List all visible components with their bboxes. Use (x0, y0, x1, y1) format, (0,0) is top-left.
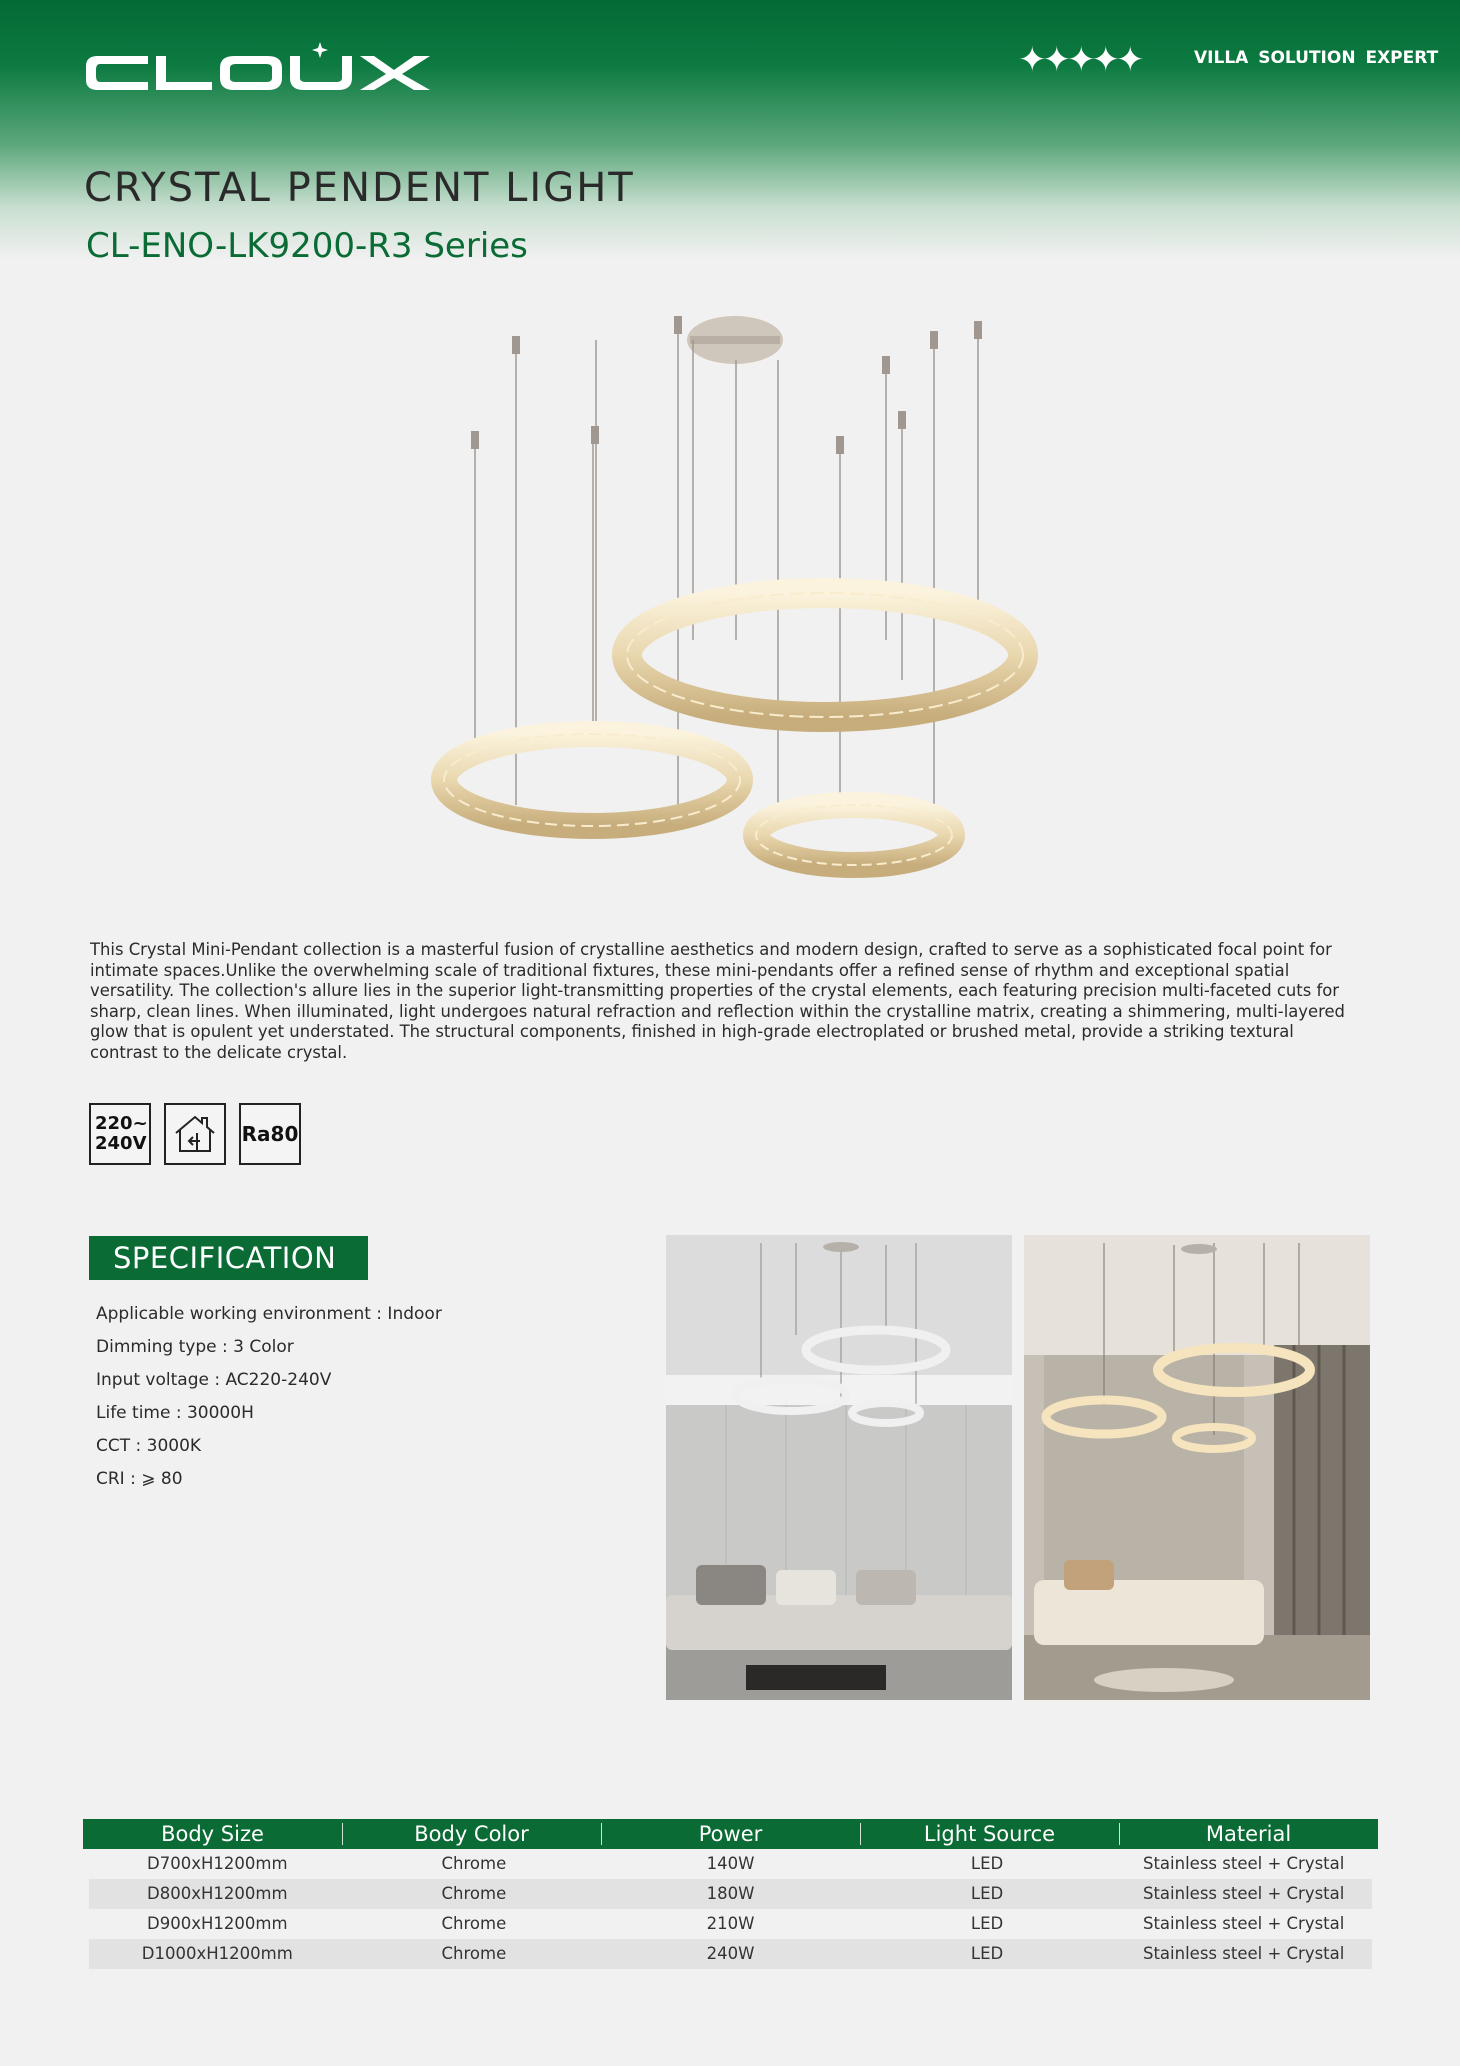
specification-heading: SPECIFICATION (89, 1236, 368, 1280)
indoor-house-icon (164, 1103, 226, 1165)
star-icon: ✦ (1091, 40, 1116, 80)
star-icon: ✦ (1116, 40, 1141, 80)
table-cell: 210W (706, 1914, 755, 1933)
table-cell: D700xH1200mm (147, 1854, 288, 1873)
table-cell: Stainless steel + Crystal (1142, 1884, 1345, 1903)
table-header-cell: Material (1119, 1819, 1378, 1849)
table-cell: Stainless steel + Crystal (1142, 1854, 1345, 1873)
scene-image-cool (666, 1235, 1012, 1700)
spec-item: Dimming type : 3 Color (96, 1337, 294, 1357)
specification-list (96, 1303, 442, 1501)
star-icon: ✦ (1042, 40, 1067, 80)
table-row (89, 1909, 1372, 1939)
table-header-cell: Body Color (342, 1819, 601, 1849)
table-cell: 240W (706, 1944, 755, 1963)
product-description: This Crystal Mini-Pendant collection is a masterful fusion of crystalline aesthetics and modern design, crafted to serve as a sophisticated focal point for intimate spaces.Unlike the overwhelming scale of traditional fixtures, these mini-pendants offer a refined sense of rhythm and exceptional spatial versatility. The collection's allure lies in the superior light-transmitting properties of the crystal elements, each featuring precision multi-faceted cuts for sharp, clean lines. When illuminated, light undergoes natural refraction and reflection within the crystalline matrix, creating a shimmering, multi-layered glow that is opulent yet understated. The structural components, finished in high-grade electroplated or brushed metal, provide a striking textural contrast to the delicate crystal. (90, 940, 1345, 1062)
table-cell: LED (970, 1944, 1004, 1963)
star-icon: ✦ (1067, 40, 1092, 80)
table-cell: LED (970, 1854, 1004, 1873)
voltage-badge-line1: 220~ (95, 1113, 148, 1134)
table-row (89, 1849, 1372, 1879)
table-row (89, 1939, 1372, 1969)
voltage-badge (89, 1103, 151, 1165)
specification-table (83, 1819, 1378, 1969)
table-cell: Chrome (441, 1884, 507, 1903)
spec-item: Life time : 30000H (96, 1403, 254, 1423)
header-band (0, 0, 1460, 260)
table-cell: LED (970, 1884, 1004, 1903)
spec-item: CCT : 3000K (96, 1436, 202, 1456)
voltage-badge-line2: 240V (95, 1133, 147, 1154)
table-header-cell: Light Source (860, 1819, 1119, 1849)
table-header-cell: Power (601, 1819, 860, 1849)
product-title: CRYSTAL PENDENT LIGHT (84, 165, 635, 211)
spec-item: Applicable working environment : Indoor (96, 1304, 442, 1324)
cri-badge: Ra80 (239, 1103, 301, 1165)
table-cell: LED (970, 1914, 1004, 1933)
table-cell: Chrome (441, 1914, 507, 1933)
table-cell: Stainless steel + Crystal (1142, 1914, 1345, 1933)
spec-item: Input voltage : AC220-240V (96, 1370, 332, 1390)
brand-logo (84, 40, 436, 104)
product-image (420, 300, 1040, 880)
scene-image-warm (1024, 1235, 1370, 1700)
table-cell: D1000xH1200mm (141, 1944, 293, 1963)
table-header (83, 1819, 1378, 1849)
star-icon: ✦ (1018, 40, 1043, 80)
table-header-cell: Body Size (161, 1822, 264, 1846)
brand-tagline: VILLA SOLUTION EXPERT (1194, 48, 1439, 68)
rating-stars (1018, 40, 1141, 80)
table-cell: 140W (706, 1854, 755, 1873)
table-row (89, 1879, 1372, 1909)
table-cell: 180W (706, 1884, 755, 1903)
table-cell: Chrome (441, 1944, 507, 1963)
table-cell: D800xH1200mm (147, 1884, 288, 1903)
spec-item: CRI : ⩾ 80 (96, 1469, 183, 1489)
product-series: CL-ENO-LK9200-R3 Series (86, 226, 528, 266)
table-cell: D900xH1200mm (147, 1914, 288, 1933)
table-cell: Chrome (441, 1854, 507, 1873)
table-cell: Stainless steel + Crystal (1142, 1944, 1345, 1963)
